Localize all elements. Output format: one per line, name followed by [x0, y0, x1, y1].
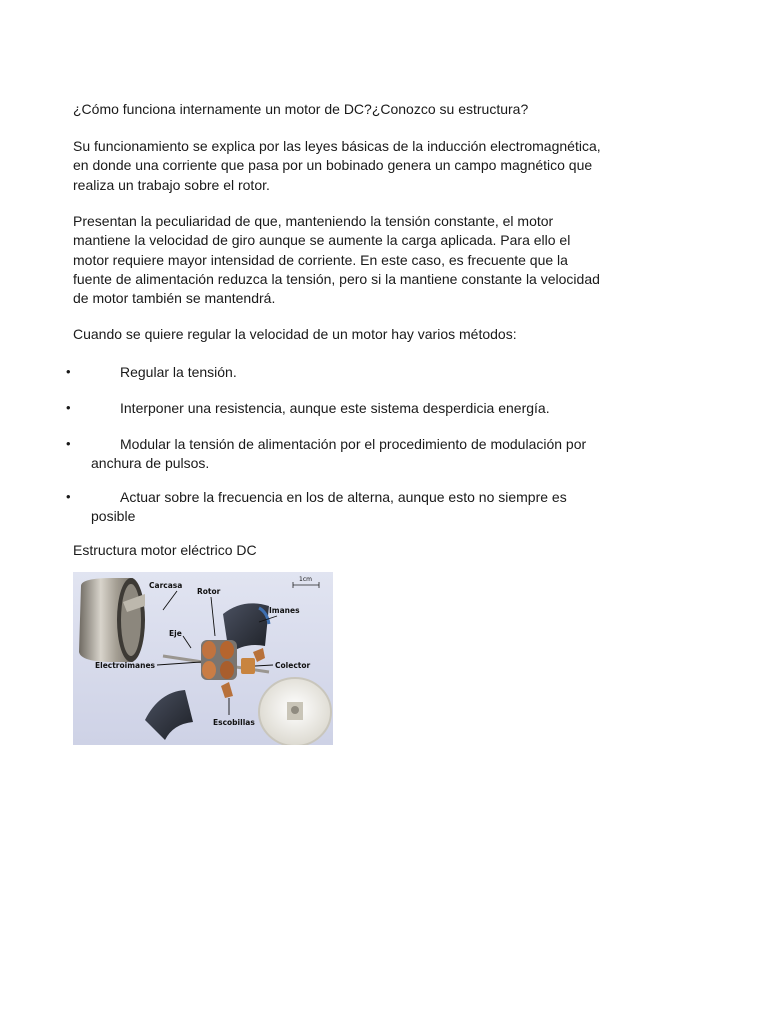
text-line: Su funcionamiento se explica por las leyes básicas de la inducción electromagnética,	[73, 138, 601, 154]
end-cap-part	[259, 678, 331, 745]
label-colector: Colector	[275, 661, 311, 670]
magnet-bottom	[145, 690, 193, 740]
list-item-text: Interponer una resistencia, aunque este sistema desperdicia energía.	[120, 400, 550, 416]
label-escobillas: Escobillas	[213, 718, 255, 727]
list-item-text: Modular la tensión de alimentación por el procedimiento de modulación por	[120, 436, 587, 452]
label-rotor: Rotor	[197, 587, 221, 596]
paragraph-methods-intro: Cuando se quiere regular la velocidad de un motor hay varios métodos:	[73, 326, 517, 342]
text-line: fuente de alimentación reduzca la tensión, pero si la mantiene constante la velocidad	[73, 270, 600, 287]
label-carcasa: Carcasa	[149, 581, 183, 590]
figure-caption: Estructura motor eléctrico DC	[73, 542, 257, 558]
list-item-text-continued: posible	[91, 508, 136, 525]
question-heading: ¿Cómo funciona internamente un motor de DC?¿Conozco su estructura?	[73, 101, 529, 117]
bullet-icon: •	[66, 364, 71, 379]
paragraph-constant-voltage	[73, 212, 673, 308]
bullet-icon: •	[66, 400, 71, 415]
bullet-icon: •	[66, 436, 71, 451]
paragraph-induction	[73, 137, 673, 195]
motor-exploded-diagram	[73, 572, 333, 745]
text-line: en donde una corriente que pasa por un bobinado genera un campo magnético que	[73, 157, 593, 174]
text-line: realiza un trabajo sobre el rotor.	[73, 176, 270, 193]
label-eje: Eje	[169, 629, 182, 638]
label-electroimanes: Electroimanes	[95, 661, 155, 670]
brush-part	[221, 682, 233, 698]
scale-label: 1cm	[299, 576, 312, 583]
text-line: mantiene la velocidad de giro aunque se aumente la carga aplicada. Para ello el	[73, 232, 571, 249]
commutator-part	[241, 658, 255, 674]
list-item-text: Actuar sobre la frecuencia en los de alterna, aunque esto no siempre es	[120, 489, 567, 505]
housing-part	[79, 578, 145, 662]
list-item-text: Regular la tensión.	[120, 364, 237, 380]
text-line: motor requiere mayor intensidad de corriente. En este caso, es frecuente que la	[73, 251, 568, 268]
rotor-part	[201, 640, 237, 680]
text-line: Presentan la peculiaridad de que, manteniendo la tensión constante, el motor	[73, 213, 554, 229]
label-imanes: Imanes	[269, 606, 300, 615]
motor-structure-figure	[73, 572, 333, 745]
list-item-text-continued: anchura de pulsos.	[91, 455, 210, 472]
bullet-icon: •	[66, 489, 71, 504]
text-line: de motor también se mantendrá.	[73, 290, 276, 307]
